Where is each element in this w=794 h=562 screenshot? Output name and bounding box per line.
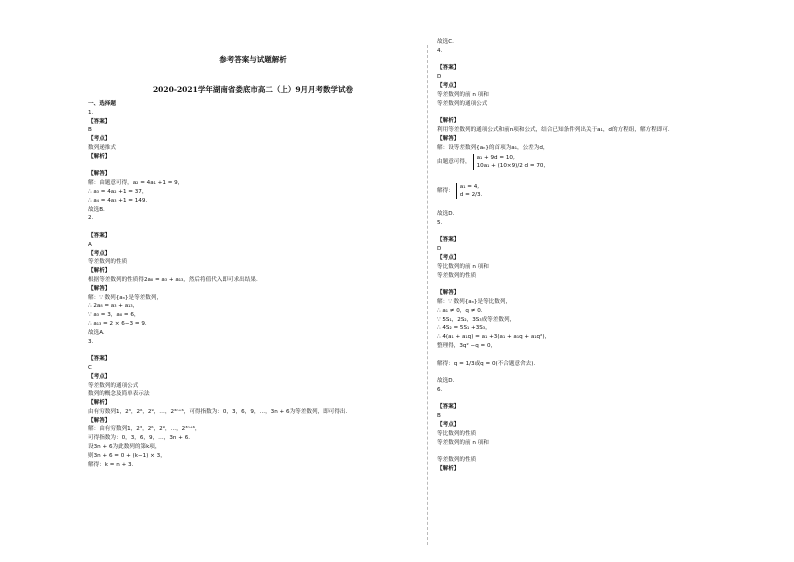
text-line: ∵ a₃ = 3，a₈ = 6， bbox=[88, 312, 140, 319]
text-line: D bbox=[437, 246, 442, 253]
text-line: 解：∵ 数列{aₙ}是等比数列， bbox=[437, 298, 512, 305]
text-line: 【解答】 bbox=[437, 135, 460, 142]
text-line: 利用等差数列的通项公式和前n项和公式，结合已知条件列出关于a₁，d的方程组，解方程即可. bbox=[437, 126, 670, 133]
system-line: 10a₁ + (10×9)/2 d = 70, bbox=[476, 163, 546, 170]
text-line: 等差数列的前 n 项和 bbox=[437, 91, 489, 98]
text-line: 解：∵ 数列{aₙ}是等差数列， bbox=[88, 294, 163, 301]
text-line: 【考点】 bbox=[437, 254, 460, 261]
system-lead: 由题意可得， bbox=[437, 158, 471, 165]
text-line: 【解析】 bbox=[88, 400, 111, 407]
text-line: 【解答】 bbox=[88, 285, 111, 292]
text-line: A bbox=[88, 241, 92, 248]
text-line: 等差数列的通项公式 bbox=[437, 100, 488, 107]
text-line bbox=[88, 346, 418, 355]
text-line: 整理得，3q² −q = 0， bbox=[437, 342, 497, 349]
text-line: 解得：k = n + 3. bbox=[88, 461, 134, 468]
system-lead: 解得： bbox=[437, 187, 454, 194]
text-line: 等差数列的性质 bbox=[437, 272, 477, 279]
text-line: ∴ a₁ ≠ 0，q ≠ 0. bbox=[437, 307, 483, 314]
text-line: 等差数列的性质 bbox=[437, 457, 477, 464]
text-line: 可得指数为：0，3，6，9，…，3n + 6. bbox=[88, 435, 191, 442]
text-line: 数列的概念及简单表示法 bbox=[88, 391, 150, 398]
text-line: 2. bbox=[88, 215, 94, 222]
right-text-block-bottom bbox=[437, 210, 757, 474]
text-line: 【考点】 bbox=[88, 250, 111, 257]
text-line: ∴ a₄ = 4a₃ +1 = 149. bbox=[88, 197, 148, 204]
text-line: 【答案】 bbox=[437, 65, 460, 72]
text-line: 【解析】 bbox=[437, 466, 460, 473]
text-line: 解得：q = 1/3或q = 0(不合题意舍去). bbox=[437, 360, 536, 367]
text-line: B bbox=[437, 413, 441, 420]
text-line: 设3n + 6为此数列的第k项， bbox=[88, 444, 161, 451]
text-line: 则3n + 6 = 0 + (k−1) × 3， bbox=[88, 452, 166, 459]
text-line: 6. bbox=[437, 386, 443, 393]
system-brace bbox=[473, 154, 546, 170]
text-line: 等比数列的性质 bbox=[437, 430, 477, 437]
exam-title: 2020-2021学年湖南省娄底市高二（上）9月月考数学试卷 bbox=[152, 85, 354, 94]
text-line: 【解答】 bbox=[88, 171, 111, 178]
text-line: ∴ a₁₃ = 2 × 6−3 = 9. bbox=[88, 320, 147, 327]
text-line: 【答案】 bbox=[88, 232, 111, 239]
text-line: 【考点】 bbox=[88, 373, 111, 380]
text-line: 根据等差数列的性质得2a₈ = a₃ + a₁₃，然后将值代入即可求出结果. bbox=[88, 276, 258, 283]
text-line: 【考点】 bbox=[437, 422, 460, 429]
text-line: 【答案】 bbox=[437, 237, 460, 244]
text-line: 等差数列的通项公式 bbox=[88, 382, 139, 389]
text-line bbox=[437, 56, 757, 65]
text-line: 【考点】 bbox=[437, 82, 460, 89]
text-line: 3. bbox=[88, 338, 94, 345]
text-line: 解：由有穷数列1，2³，2⁶，2⁹，…，2³ⁿ⁺⁶， bbox=[88, 426, 201, 433]
text-line: ∵ 5S₁，2S₂，3S₃成等差数列， bbox=[437, 316, 516, 323]
right-text-block-top bbox=[437, 38, 757, 152]
text-line: ∴ 4(a₁ + a₁q) = a₁ +3(a₁ + a₁q + a₁q²)， bbox=[437, 334, 551, 341]
system-brace bbox=[456, 183, 483, 199]
text-line: 数列递推式 bbox=[88, 144, 116, 151]
text-line: 5. bbox=[437, 219, 443, 226]
text-line: 【解析】 bbox=[437, 118, 460, 125]
equation-system-given bbox=[437, 152, 757, 172]
text-line bbox=[437, 368, 757, 377]
text-line: 【考点】 bbox=[88, 136, 111, 143]
text-line bbox=[437, 351, 757, 360]
text-line bbox=[437, 447, 757, 456]
equation-system-solution bbox=[437, 181, 757, 201]
column-divider bbox=[427, 45, 428, 545]
text-line: 故选A. bbox=[88, 329, 105, 336]
text-line: 等比数列的前 n 项和 bbox=[437, 263, 489, 270]
text-line: 【解答】 bbox=[437, 290, 460, 297]
text-line: C bbox=[88, 364, 92, 371]
text-line: 故选D. bbox=[437, 210, 455, 217]
text-line: ∴ a₃ = 4a₂ +1 = 37， bbox=[88, 188, 148, 195]
text-line: 故选D. bbox=[437, 378, 455, 385]
page-title: 参考答案与试题解析 bbox=[219, 55, 287, 64]
system-line: a₁ + 9d = 10, bbox=[476, 155, 515, 162]
right-column bbox=[437, 38, 757, 474]
text-line bbox=[437, 280, 757, 289]
text-line: 【答案】 bbox=[88, 356, 111, 363]
text-line: B bbox=[88, 127, 92, 134]
text-line: ∴ 4S₂ = 5S₁ +3S₃， bbox=[437, 325, 491, 332]
text-line: D bbox=[437, 74, 442, 81]
text-line: 由有穷数列1，2³，2⁶，2⁹，…，2³ⁿ⁺⁶，可得指数为：0，3，6，9，…，3n + 6为等差数列，即可得出. bbox=[88, 408, 348, 415]
text-line: 4. bbox=[437, 47, 443, 54]
text-line bbox=[437, 395, 757, 404]
text-line: 【解答】 bbox=[88, 417, 111, 424]
text-line: 等差数列的性质 bbox=[88, 259, 128, 266]
text-line: 【答案】 bbox=[88, 118, 111, 125]
text-line bbox=[437, 228, 757, 237]
text-line: 故选C. bbox=[437, 39, 454, 45]
text-line: 解：由题意可得，a₂ = 4a₁ +1 = 9， bbox=[88, 180, 184, 187]
text-line: 【答案】 bbox=[437, 404, 460, 411]
system-line: d = 2/3. bbox=[459, 192, 483, 199]
text-line: ∴ 2a₈ = a₃ + a₁₃， bbox=[88, 303, 139, 310]
text-line bbox=[437, 108, 757, 117]
left-column bbox=[88, 54, 418, 469]
left-text-block bbox=[88, 109, 418, 470]
section-heading: 一、选择题 bbox=[88, 101, 116, 107]
text-line: 1. bbox=[88, 109, 94, 116]
text-line bbox=[88, 223, 418, 232]
text-line: 解：设等差数列{aₙ}的首项为a₁，公差为d， bbox=[437, 144, 549, 151]
system-line: a₁ = 4, bbox=[459, 184, 480, 191]
text-line: 【解析】 bbox=[88, 268, 111, 275]
text-line: 【解析】 bbox=[88, 153, 111, 160]
text-line: 等差数列的前 n 项和 bbox=[437, 439, 489, 446]
text-line: 故选B. bbox=[88, 206, 105, 213]
text-line bbox=[88, 162, 418, 171]
